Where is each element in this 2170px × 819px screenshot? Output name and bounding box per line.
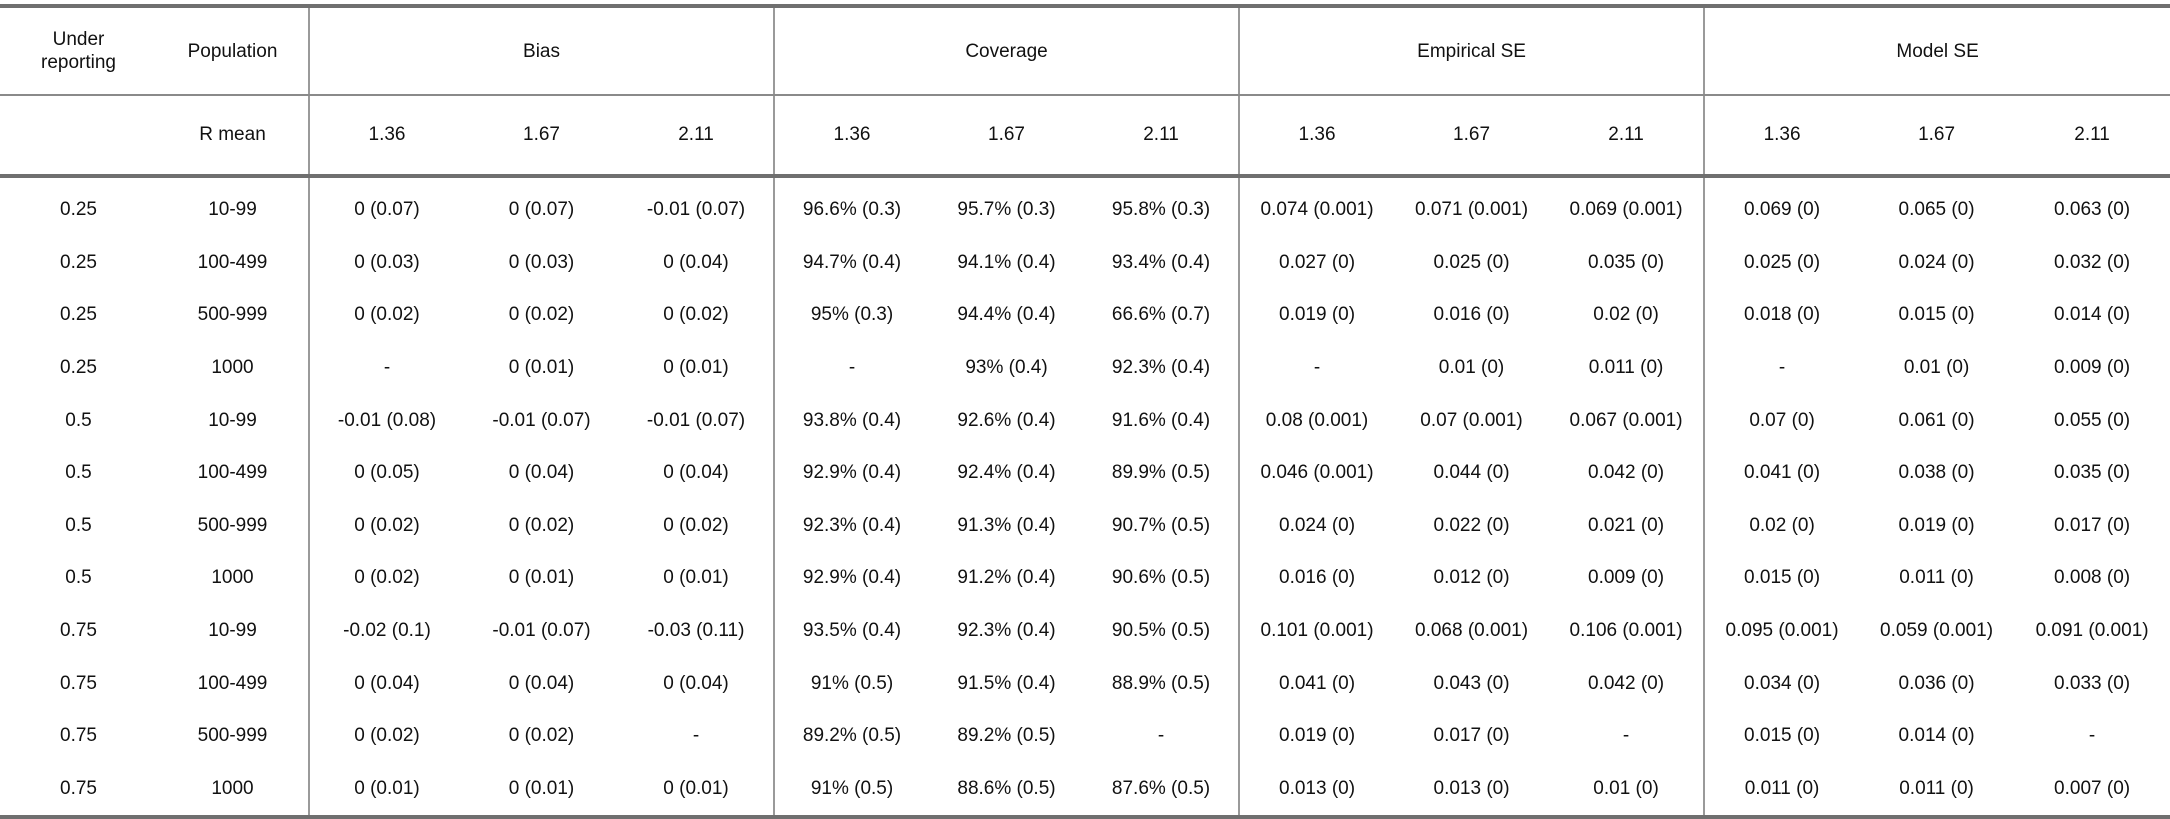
cell-model-se: 0.018 (0)	[1704, 289, 1859, 342]
cell-under-reporting: 0.25	[60, 357, 97, 379]
cell-bias: 0 (0.02)	[663, 304, 729, 326]
cell-model-se: 0.015 (0)	[1898, 304, 1975, 326]
cell-bias: 0 (0.01)	[508, 357, 575, 379]
cell-model-se: 0.008 (0)	[2054, 567, 2131, 589]
cell-population: 500-999	[197, 514, 268, 536]
cell-bias: 0 (0.02)	[309, 552, 464, 605]
cell-under-reporting: 0.5	[65, 567, 92, 589]
cell-model-se: -	[1704, 342, 1859, 395]
cell-coverage: 89.2% (0.5)	[957, 725, 1056, 747]
cell-bias: 0 (0.04)	[663, 462, 729, 484]
results-table-container	[0, 4, 2170, 819]
cell-model-se: 0.015 (0)	[1704, 710, 1859, 763]
cell-bias: 0 (0.03)	[309, 237, 464, 290]
table-row	[0, 289, 2170, 342]
cell-coverage: 88.9% (0.5)	[1111, 672, 1211, 694]
cell-model-se: 0.011 (0)	[1704, 763, 1859, 818]
cell-model-se: 0.017 (0)	[2054, 514, 2131, 536]
cell-model-se: 0.065 (0)	[1898, 199, 1975, 221]
cell-under-reporting: 0.25	[60, 304, 97, 326]
header-bias-r3: 2.11	[619, 95, 774, 176]
cell-coverage: 91% (0.5)	[774, 763, 929, 818]
header-row-r-mean	[0, 95, 2170, 176]
cell-model-se: -	[2088, 725, 2096, 747]
cell-coverage: 92.9% (0.4)	[774, 552, 929, 605]
cell-model-se: 0.069 (0)	[1704, 176, 1859, 237]
header-group-model-se: Model SE	[1704, 6, 2170, 95]
cell-model-se: 0.014 (0)	[1898, 725, 1975, 747]
cell-coverage: 91% (0.5)	[774, 657, 929, 710]
header-coverage-r3: 2.11	[1084, 95, 1239, 176]
cell-model-se: 0.033 (0)	[2054, 672, 2131, 694]
cell-bias: 0 (0.05)	[309, 447, 464, 500]
cell-bias: 0 (0.02)	[508, 514, 575, 536]
cell-bias: 0 (0.04)	[663, 672, 729, 694]
table-body	[0, 176, 2170, 817]
cell-under-reporting: 0.25	[60, 251, 97, 273]
cell-coverage: 93.5% (0.4)	[774, 605, 929, 658]
cell-bias: 0 (0.02)	[663, 514, 729, 536]
table-row	[0, 500, 2170, 553]
cell-coverage: 92.9% (0.4)	[774, 447, 929, 500]
cell-model-se: 0.095 (0.001)	[1704, 605, 1859, 658]
cell-coverage: 92.6% (0.4)	[957, 409, 1056, 431]
header-empse-r3: 2.11	[1549, 95, 1704, 176]
cell-bias: -0.01 (0.08)	[309, 394, 464, 447]
cell-bias: -0.01 (0.07)	[646, 199, 746, 221]
cell-emp-se: 0.106 (0.001)	[1569, 620, 1683, 642]
cell-emp-se: 0.022 (0)	[1433, 514, 1510, 536]
table-row	[0, 657, 2170, 710]
header-r-mean: R mean	[157, 95, 309, 176]
cell-under-reporting: 0.5	[65, 514, 92, 536]
cell-coverage: 94.4% (0.4)	[957, 304, 1056, 326]
cell-emp-se: 0.067 (0.001)	[1569, 409, 1683, 431]
cell-coverage: 91.6% (0.4)	[1111, 409, 1211, 431]
cell-coverage: 90.6% (0.5)	[1111, 567, 1211, 589]
cell-model-se: 0.055 (0)	[2054, 409, 2131, 431]
cell-population: 10-99	[208, 199, 257, 221]
cell-model-se: 0.019 (0)	[1898, 514, 1975, 536]
header-group-empirical-se: Empirical SE	[1239, 6, 1704, 95]
cell-emp-se: 0.01 (0)	[1438, 357, 1505, 379]
cell-coverage: 89.9% (0.5)	[1111, 462, 1211, 484]
cell-population: 1000	[211, 567, 254, 589]
cell-coverage: 92.3% (0.4)	[957, 620, 1056, 642]
header-bias-r1: 1.36	[309, 95, 464, 176]
cell-model-se: 0.02 (0)	[1704, 500, 1859, 553]
cell-population: 100-499	[197, 251, 268, 273]
cell-emp-se: 0.043 (0)	[1433, 672, 1510, 694]
table-row	[0, 447, 2170, 500]
cell-bias: 0 (0.02)	[309, 710, 464, 763]
cell-under-reporting: 0.75	[60, 672, 97, 694]
header-under-reporting: Under reporting	[0, 6, 157, 95]
cell-model-se: 0.007 (0)	[2054, 777, 2131, 799]
cell-model-se: 0.038 (0)	[1898, 462, 1975, 484]
cell-emp-se: 0.012 (0)	[1433, 567, 1510, 589]
cell-population: 10-99	[208, 409, 257, 431]
cell-under-reporting: 0.5	[65, 409, 92, 431]
cell-bias: -0.01 (0.07)	[492, 409, 591, 431]
cell-emp-se: 0.041 (0)	[1239, 657, 1394, 710]
cell-model-se: 0.014 (0)	[2054, 304, 2131, 326]
cell-population: 500-999	[197, 725, 268, 747]
cell-population: 1000	[211, 357, 254, 379]
cell-bias: -0.01 (0.07)	[492, 620, 591, 642]
cell-bias: 0 (0.01)	[663, 777, 729, 799]
cell-emp-se: 0.013 (0)	[1239, 763, 1394, 818]
cell-bias: -0.02 (0.1)	[309, 605, 464, 658]
cell-model-se: 0.032 (0)	[2054, 251, 2131, 273]
header-coverage-r1: 1.36	[774, 95, 929, 176]
cell-bias: 0 (0.01)	[663, 567, 729, 589]
cell-bias: 0 (0.02)	[508, 304, 575, 326]
cell-model-se: 0.059 (0.001)	[1880, 620, 1994, 642]
header-modelse-r2: 1.67	[1859, 95, 2014, 176]
cell-coverage: 92.4% (0.4)	[957, 462, 1056, 484]
cell-model-se: 0.025 (0)	[1704, 237, 1859, 290]
cell-model-se: 0.036 (0)	[1898, 672, 1975, 694]
table-row	[0, 342, 2170, 395]
cell-bias: 0 (0.01)	[663, 357, 729, 379]
cell-under-reporting: 0.5	[65, 462, 92, 484]
cell-coverage: 92.3% (0.4)	[1111, 357, 1211, 379]
header-population: Population	[157, 6, 309, 95]
cell-emp-se: 0.035 (0)	[1588, 251, 1665, 273]
cell-emp-se: 0.016 (0)	[1433, 304, 1510, 326]
cell-model-se: 0.061 (0)	[1898, 409, 1975, 431]
cell-coverage: 91.2% (0.4)	[957, 567, 1056, 589]
table-header	[0, 6, 2170, 176]
cell-model-se: 0.01 (0)	[1903, 357, 1970, 379]
cell-coverage: 88.6% (0.5)	[957, 777, 1056, 799]
header-blank	[0, 95, 157, 176]
cell-under-reporting: 0.75	[60, 725, 97, 747]
cell-coverage: 93.4% (0.4)	[1111, 251, 1211, 273]
cell-emp-se: -	[1239, 342, 1394, 395]
cell-bias: 0 (0.01)	[508, 777, 575, 799]
cell-bias: 0 (0.02)	[309, 289, 464, 342]
cell-emp-se: 0.042 (0)	[1588, 672, 1665, 694]
cell-coverage: 93.8% (0.4)	[774, 394, 929, 447]
cell-coverage: 92.3% (0.4)	[774, 500, 929, 553]
header-empse-r1: 1.36	[1239, 95, 1394, 176]
header-modelse-r3: 2.11	[2014, 95, 2170, 176]
cell-population: 10-99	[208, 620, 257, 642]
cell-emp-se: 0.009 (0)	[1588, 567, 1665, 589]
table-row	[0, 552, 2170, 605]
simulation-results-table	[0, 4, 2170, 819]
cell-emp-se: -	[1622, 725, 1630, 747]
cell-model-se: 0.041 (0)	[1704, 447, 1859, 500]
cell-model-se: 0.015 (0)	[1704, 552, 1859, 605]
cell-coverage: -	[1157, 725, 1165, 747]
cell-coverage: 95.8% (0.3)	[1111, 199, 1211, 221]
cell-model-se: 0.011 (0)	[1899, 567, 1974, 589]
cell-emp-se: 0.044 (0)	[1433, 462, 1510, 484]
cell-emp-se: 0.011 (0)	[1588, 357, 1664, 379]
cell-emp-se: 0.027 (0)	[1239, 237, 1394, 290]
cell-model-se: 0.011 (0)	[1899, 777, 1974, 799]
header-empse-r2: 1.67	[1394, 95, 1549, 176]
cell-bias: -0.03 (0.11)	[647, 620, 745, 642]
cell-emp-se: 0.016 (0)	[1239, 552, 1394, 605]
header-group-bias: Bias	[309, 6, 774, 95]
cell-under-reporting: 0.75	[60, 620, 97, 642]
cell-under-reporting: 0.25	[60, 199, 97, 221]
cell-bias: -	[309, 342, 464, 395]
cell-emp-se: 0.08 (0.001)	[1239, 394, 1394, 447]
table-row	[0, 763, 2170, 818]
cell-model-se: 0.009 (0)	[2054, 357, 2131, 379]
cell-emp-se: 0.071 (0.001)	[1415, 199, 1529, 221]
cell-coverage: 90.7% (0.5)	[1111, 514, 1211, 536]
cell-population: 1000	[211, 777, 254, 799]
cell-emp-se: 0.025 (0)	[1433, 251, 1510, 273]
cell-bias: 0 (0.07)	[508, 199, 575, 221]
cell-model-se: 0.063 (0)	[2054, 199, 2131, 221]
cell-bias: 0 (0.04)	[309, 657, 464, 710]
cell-coverage: 91.5% (0.4)	[957, 672, 1056, 694]
cell-bias: -	[692, 725, 700, 747]
cell-emp-se: 0.021 (0)	[1588, 514, 1665, 536]
cell-emp-se: 0.068 (0.001)	[1415, 620, 1529, 642]
cell-bias: 0 (0.04)	[663, 251, 729, 273]
cell-emp-se: 0.024 (0)	[1239, 500, 1394, 553]
cell-model-se: 0.024 (0)	[1898, 251, 1975, 273]
table-row	[0, 710, 2170, 763]
header-modelse-r1: 1.36	[1704, 95, 1859, 176]
cell-emp-se: 0.07 (0.001)	[1420, 409, 1523, 431]
cell-coverage: 91.3% (0.4)	[957, 514, 1056, 536]
cell-emp-se: 0.101 (0.001)	[1239, 605, 1394, 658]
header-bias-r2: 1.67	[464, 95, 619, 176]
cell-coverage: 93% (0.4)	[965, 357, 1048, 379]
header-coverage-r2: 1.67	[929, 95, 1084, 176]
cell-bias: 0 (0.01)	[508, 567, 575, 589]
cell-coverage: 94.7% (0.4)	[774, 237, 929, 290]
cell-bias: 0 (0.02)	[309, 500, 464, 553]
cell-model-se: 0.034 (0)	[1704, 657, 1859, 710]
cell-coverage: 95.7% (0.3)	[957, 199, 1056, 221]
cell-bias: 0 (0.04)	[508, 462, 575, 484]
cell-coverage: 90.5% (0.5)	[1111, 620, 1211, 642]
cell-coverage: -	[774, 342, 929, 395]
header-group-coverage: Coverage	[774, 6, 1239, 95]
cell-bias: -0.01 (0.07)	[646, 409, 746, 431]
cell-coverage: 89.2% (0.5)	[774, 710, 929, 763]
cell-bias: 0 (0.01)	[309, 763, 464, 818]
cell-emp-se: 0.019 (0)	[1239, 710, 1394, 763]
cell-model-se: 0.091 (0.001)	[2035, 620, 2149, 642]
cell-emp-se: 0.042 (0)	[1588, 462, 1665, 484]
cell-emp-se: 0.074 (0.001)	[1239, 176, 1394, 237]
cell-emp-se: 0.02 (0)	[1593, 304, 1659, 326]
cell-coverage: 95% (0.3)	[774, 289, 929, 342]
table-row	[0, 176, 2170, 237]
table-row	[0, 237, 2170, 290]
cell-bias: 0 (0.03)	[508, 251, 575, 273]
cell-emp-se: 0.013 (0)	[1433, 777, 1510, 799]
cell-bias: 0 (0.07)	[309, 176, 464, 237]
cell-coverage: 94.1% (0.4)	[957, 251, 1056, 273]
header-row-groups	[0, 6, 2170, 95]
cell-population: 100-499	[197, 462, 268, 484]
cell-coverage: 66.6% (0.7)	[1111, 304, 1211, 326]
cell-model-se: 0.035 (0)	[2054, 462, 2131, 484]
table-row	[0, 394, 2170, 447]
cell-emp-se: 0.01 (0)	[1593, 777, 1659, 799]
cell-emp-se: 0.046 (0.001)	[1239, 447, 1394, 500]
table-row	[0, 605, 2170, 658]
cell-emp-se: 0.019 (0)	[1239, 289, 1394, 342]
cell-bias: 0 (0.02)	[508, 725, 575, 747]
cell-coverage: 87.6% (0.5)	[1111, 777, 1211, 799]
cell-coverage: 96.6% (0.3)	[774, 176, 929, 237]
cell-model-se: 0.07 (0)	[1704, 394, 1859, 447]
cell-population: 500-999	[197, 304, 268, 326]
cell-under-reporting: 0.75	[60, 777, 97, 799]
cell-population: 100-499	[197, 672, 268, 694]
cell-emp-se: 0.017 (0)	[1433, 725, 1510, 747]
cell-bias: 0 (0.04)	[508, 672, 575, 694]
cell-emp-se: 0.069 (0.001)	[1569, 199, 1683, 221]
